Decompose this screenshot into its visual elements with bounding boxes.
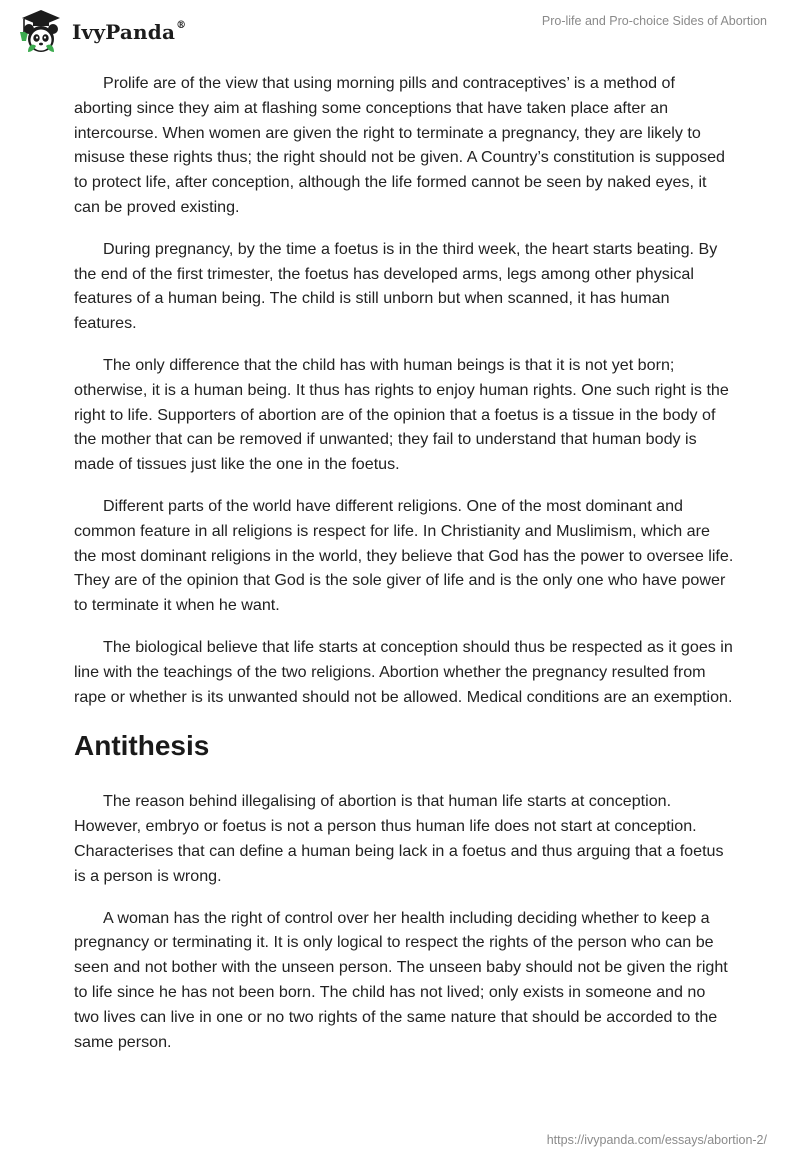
paragraph: Prolife are of the view that using morning pills and contraceptives’ is a method of aborting since they aim at flashing some conceptions that have taken place after an intercourse. When women are given the right to terminate a pregnancy, they are likely to misuse these rights thus; the right should not be given. A Country’s constitution is supposed to protect life, after conception, although the life formed cannot be seen by naked eyes, it can be proved existing. — [74, 74, 725, 216]
source-url[interactable]: https://ivypanda.com/essays/abortion-2/ — [546, 1133, 767, 1147]
paragraph: The only difference that the child has with human beings is that it is not yet born; otherwise, it is a human being. It thus has rights to enjoy human rights. One such right is the right to life. Supporters of abortion are of the opinion that a foetus is a tissue in the body of the mother that can be removed if unwanted; they fail to understand that human body is made of tissues just like the one in the foetus. — [74, 355, 729, 474]
paragraph: During pregnancy, by the time a foetus is in the third week, the heart starts beating. By the end of the first trimester, the foetus has developed arms, legs among other physical features of a human being. The child is still unborn but when scanned, it has human features. — [74, 239, 718, 333]
document-title: Pro-life and Pro-choice Sides of Abortion — [541, 14, 767, 28]
paragraph: The biological believe that life starts at conception should thus be respected as it goes in line with the teachings of the two religions. Abortion whether the pregnancy resulted from rape or whether is its unwanted should not be allowed. Medical conditions are an exemption. — [74, 637, 733, 706]
brand-logo[interactable] — [14, 8, 186, 54]
essay-body — [74, 71, 734, 1071]
section-heading: Antithesis — [74, 730, 210, 762]
panda-graduate-icon — [14, 8, 64, 54]
brand-name: IvyPanda® — [72, 20, 187, 44]
paragraph: Different parts of the world have different religions. One of the most dominant and common feature in all religions is respect for life. In Christianity and Muslimism, which are the most dominant religions in the world, they believe that God has the power to oversee life. They are of the opinion that God is the sole giver of life and is the only one who have power to terminate it when he want. — [74, 496, 734, 615]
paragraph: A woman has the right of control over her health including deciding whether to keep a pregnancy or terminating it. It is only logical to respect the rights of the person who can be seen and not bother with the unseen person. The unseen baby should not be given the right to life since he has not been born. The child has not lived; only exists in someone and no two lives can live in one or no two rights of the same nature that should be accorded to the same person. — [74, 908, 728, 1051]
page-header — [0, 0, 800, 60]
paragraph: The reason behind illegalising of abortion is that human life starts at conception. However, embryo or foetus is not a person thus human life does not start at conception. Characterises that can define a human being lack in a foetus and thus arguing that a foetus is a person is wrong. — [74, 792, 724, 885]
